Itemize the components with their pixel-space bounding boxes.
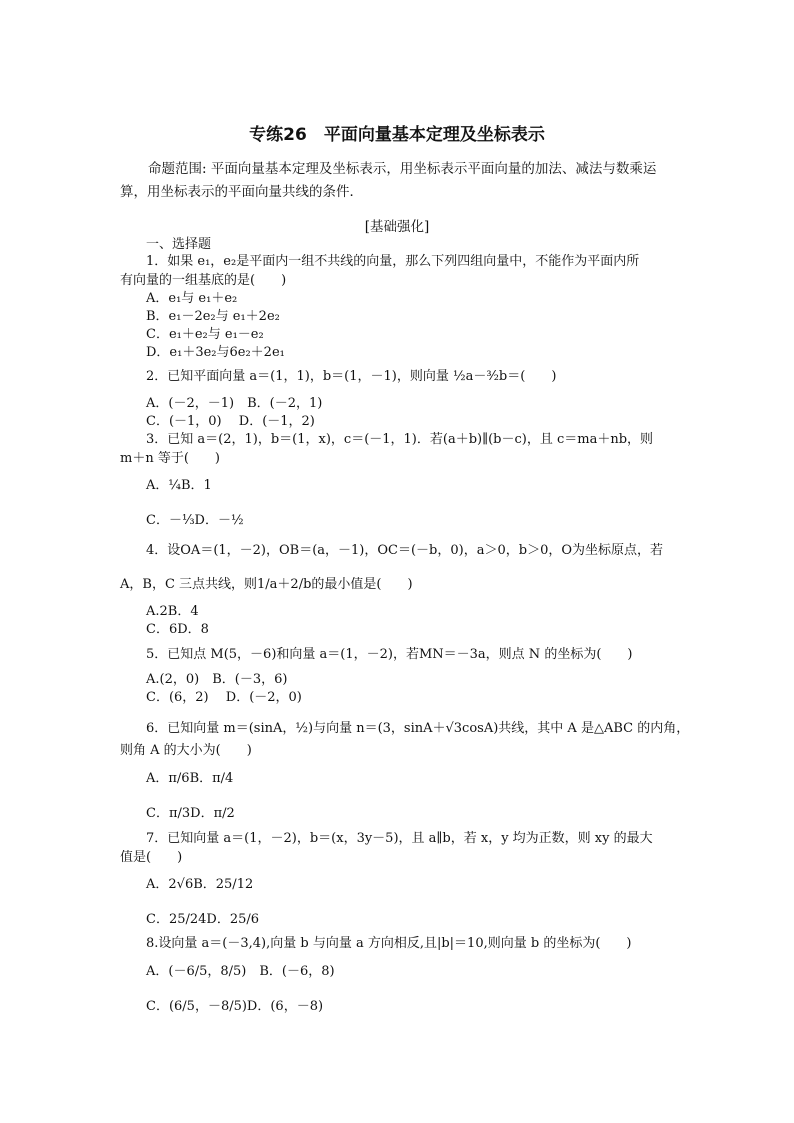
q3-options-ab: A．¼B．1 [146, 478, 212, 493]
question-3-stem-cont: m＋n 等于( ) [120, 451, 220, 466]
q4-options-cd: C．6D．8 [146, 622, 209, 637]
q6-options-cd: C．π/3D．π/2 [146, 806, 235, 821]
q7-options-ab: A．2√6B．25/12 [146, 877, 254, 892]
q2-options-ab: A．(－2，－1) B．(－2，1) [146, 396, 323, 411]
q1-option-d: D．e₁＋3e₂与6e₂＋2e₁ [146, 345, 285, 360]
question-6-stem-cont: 则角 A 的大小为( ) [120, 743, 252, 758]
q2-options-cd: C．(－1，0) D．(－1，2) [146, 414, 315, 429]
question-1-stem: 1．如果 e₁，e₂是平面内一组不共线的向量，那么下列四组向量中，不能作为平面内所 [146, 254, 640, 269]
q6-options-ab: A．π/6B．π/4 [146, 771, 234, 786]
q1-option-b: B．e₁－2e₂与 e₁＋2e₂ [146, 309, 280, 324]
q3-options-cd: C．－⅓D．－½ [146, 513, 244, 528]
question-5-stem: 5．已知点 M(5，－6)和向量 a＝(1，－2)，若MN＝－3a，则点 N 的坐标为( ) [146, 647, 633, 662]
q5-options-ab: A.(2，0) B．(－3，6) [146, 672, 288, 687]
q7-options-cd: C．25/24D．25/6 [146, 912, 260, 927]
q5-options-cd: C．(6，2) D．(－2，0) [146, 690, 302, 705]
page-title: 专练26 平面向量基本定理及坐标表示 [249, 125, 545, 145]
question-4-stem: 4．设OA＝(1，－2)，OB＝(a，－1)，OC＝(－b，0)，a＞0，b＞0，O为坐标原点，若 [146, 543, 663, 558]
q8-options-cd: C．(6/5，－8/5)D．(6，－8) [146, 999, 324, 1014]
q8-options-ab: A．(－6/5，8/5) B．(－6，8) [146, 964, 335, 979]
question-1-stem-cont: 有向量的一组基底的是( ) [120, 273, 287, 288]
part-heading: 一、选择题 [146, 237, 212, 252]
q1-option-c: C．e₁＋e₂与 e₁－e₂ [146, 327, 264, 342]
question-3-stem: 3．已知 a＝(2，1)，b＝(1，x)，c＝(－1，1)．若(a＋b)∥(b－c)，且 c＝ma＋nb，则 [146, 432, 654, 447]
q1-option-a: A．e₁与 e₁＋e₂ [146, 291, 238, 306]
question-6-stem: 6．已知向量 m＝(sinA，½)与向量 n＝(3，sinA＋√3cosA)共线，其中 A 是△ABC 的内角， [146, 721, 690, 736]
question-7-stem-cont: 值是( ) [120, 850, 183, 865]
section-heading: [基础强化] [364, 219, 430, 235]
question-8-stem: 8.设向量 a＝(－3,4),向量 b 与向量 a 方向相反,且|b|＝10,则向量 b 的坐标为( ) [146, 936, 632, 951]
question-4-stem-cont: A，B，C 三点共线，则1/a＋2/b的最小值是( ) [120, 577, 413, 592]
q4-options-ab: A.2B．4 [146, 604, 199, 619]
intro-paragraph: 命题范围: 平面向量基本定理及坐标表示，用坐标表示平面向量的加法、减法与数乘运算，用坐标表示的平面向量共线的条件． [120, 161, 657, 200]
question-2-stem: 2．已知平面向量 a＝(1，1)，b＝(1，－1)，则向量 ½a－³⁄₂b＝( ) [146, 369, 557, 384]
question-7-stem: 7．已知向量 a＝(1，－2)，b＝(x，3y－5)，且 a∥b，若 x，y 均为正数，则 xy 的最大 [146, 831, 653, 846]
